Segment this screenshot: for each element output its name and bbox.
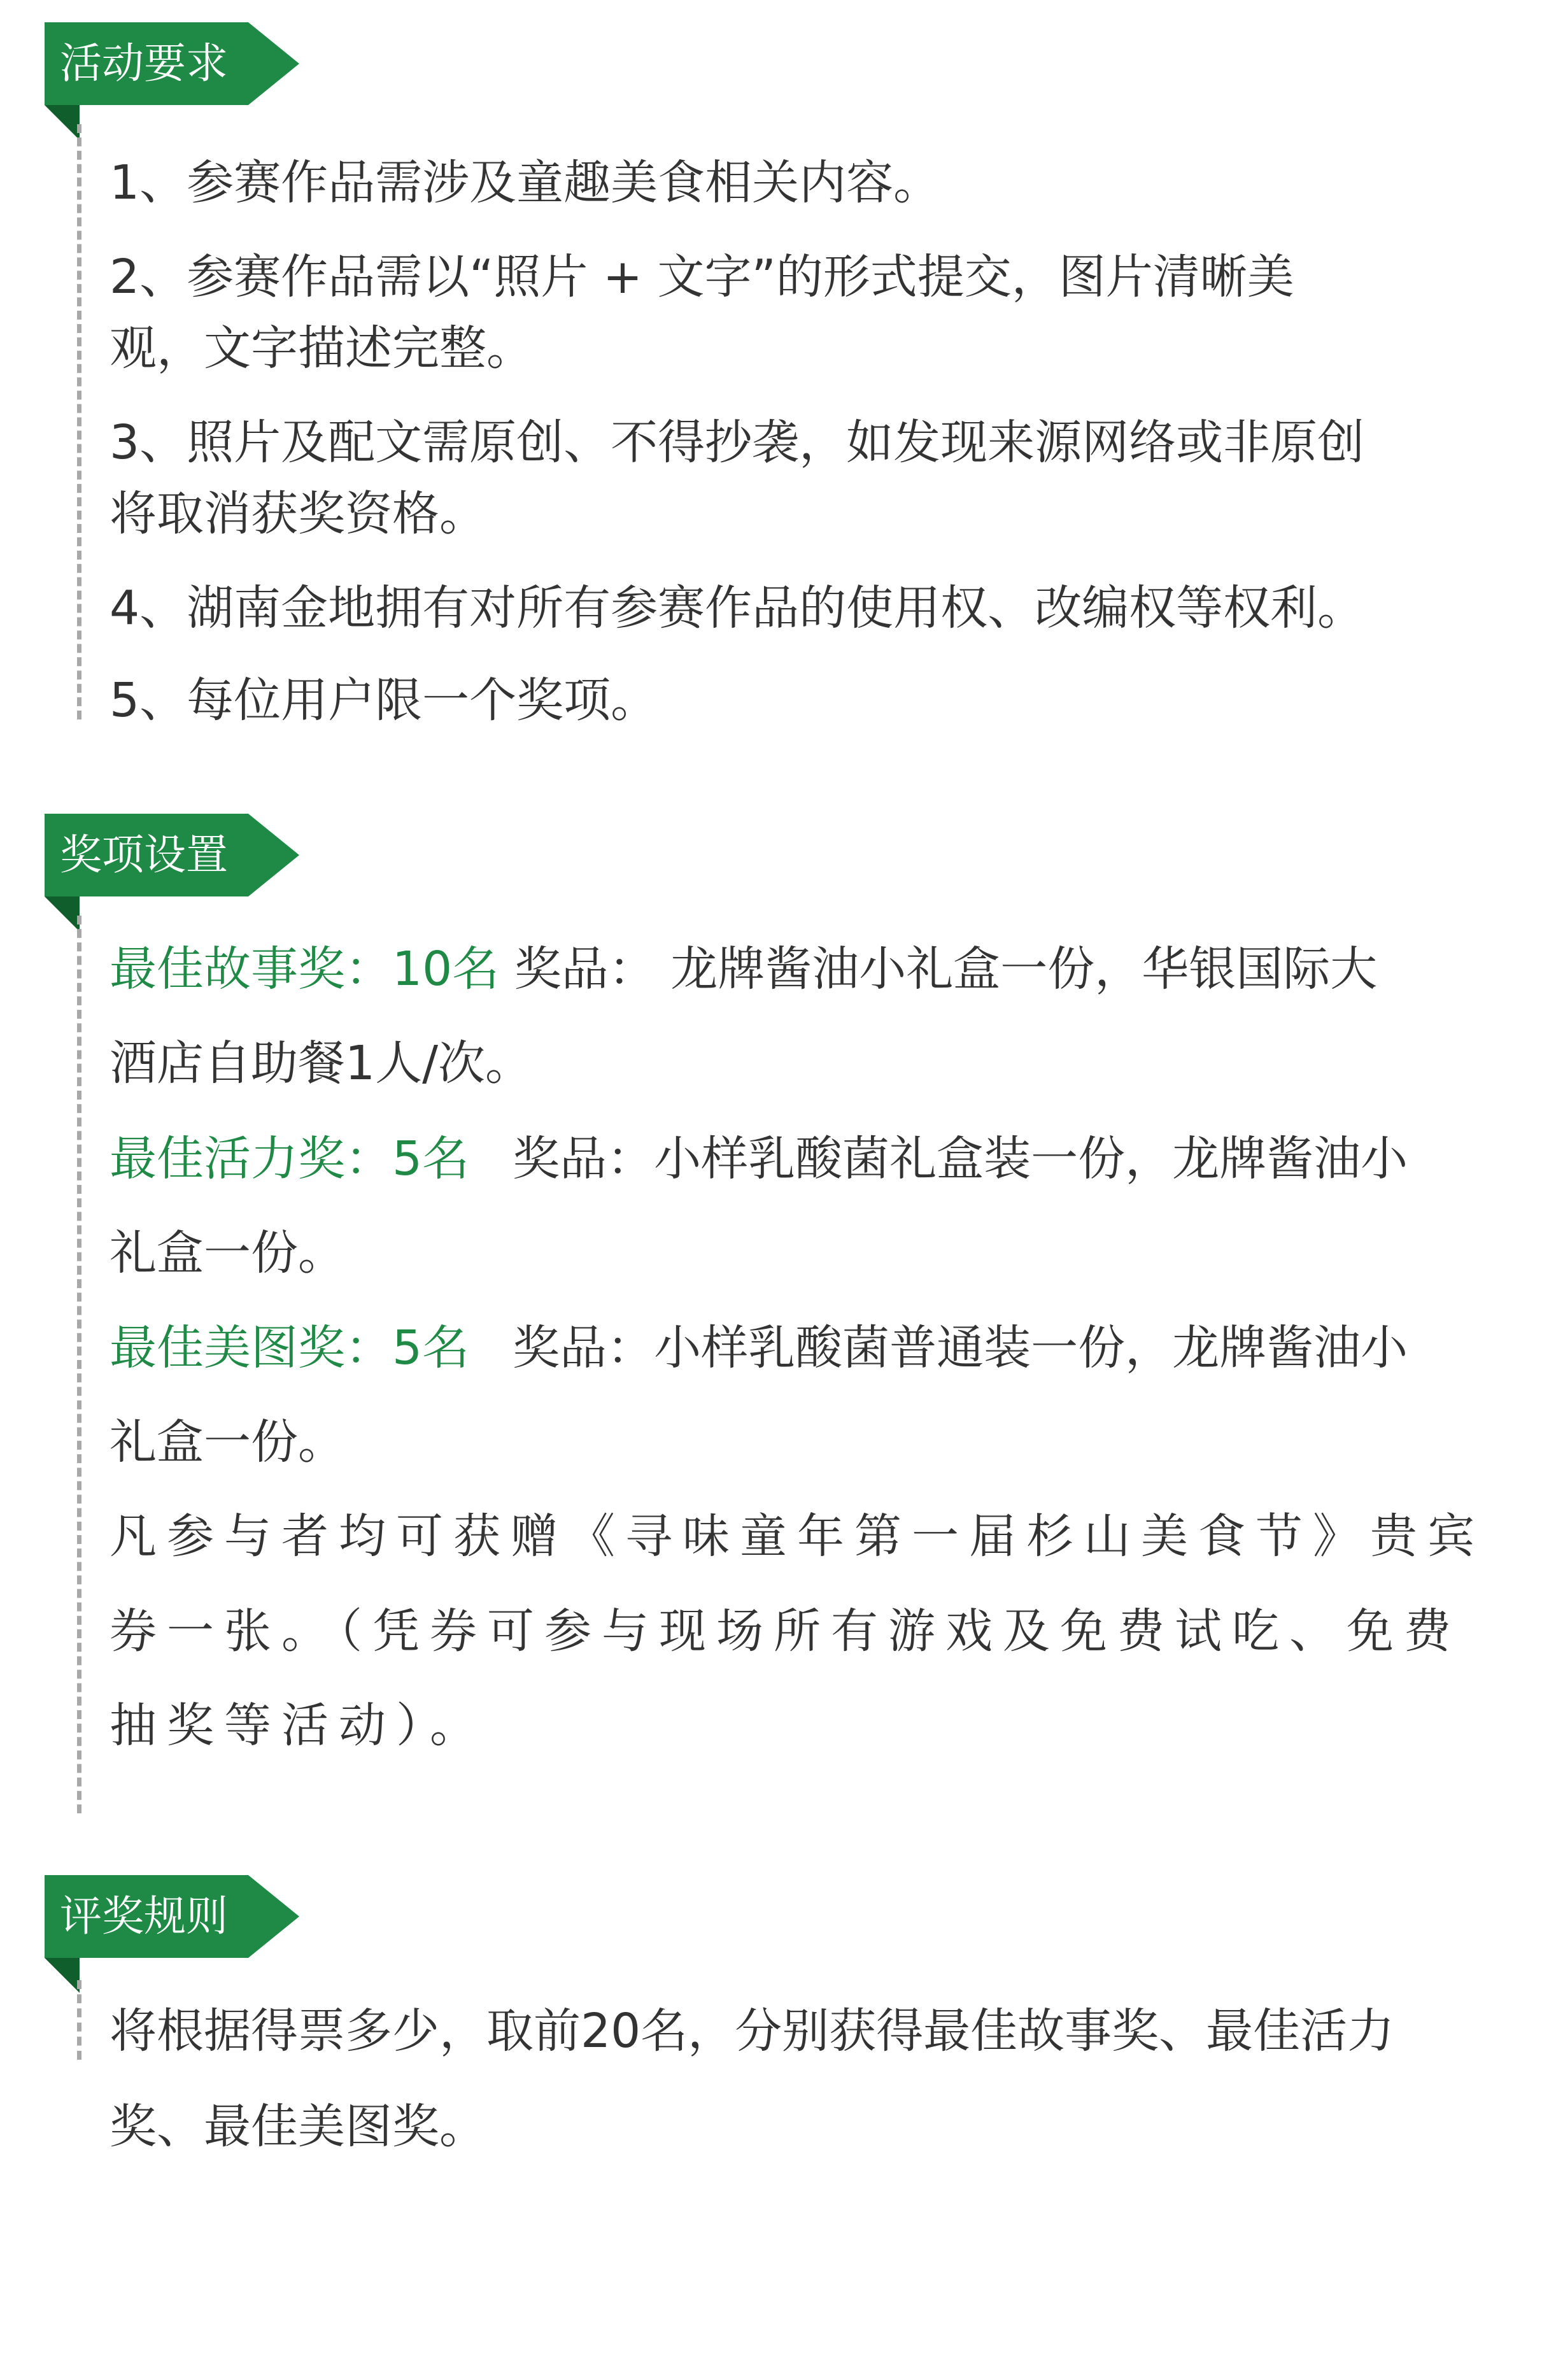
award-image-line	[110, 1316, 1408, 1380]
rules-dashed-rule	[77, 1980, 81, 2060]
requirement-item-1: 1、参赛作品需涉及童趣美食相关内容。	[110, 155, 941, 210]
award-image-prize-cont: 礼盒一份。	[110, 1415, 345, 1470]
award-story-name: 最佳故事奖：10名	[110, 942, 500, 996]
award-vitality-line	[110, 1127, 1408, 1191]
requirement-item-2: 2、参赛作品需以“照片 + 文字”的形式提交，图片清晰美	[110, 250, 1294, 304]
requirement-item-2-cont: 观，文字描述完整。	[110, 321, 534, 376]
rules-tag	[45, 1875, 299, 1958]
award-story-line	[110, 937, 1377, 1001]
rules-line-1: 将根据得票多少，取前20名，分别获得最佳故事奖、最佳活力	[110, 2004, 1395, 2058]
award-image-name: 最佳美图奖：5名	[110, 1321, 470, 1375]
requirement-item-4: 4、湖南金地拥有对所有参赛作品的使用权、改编权等权利。	[110, 581, 1365, 635]
rules-line-2: 奖、最佳美图奖。	[110, 2099, 486, 2154]
everyone-gift-line-3: 抽奖等活动）。	[110, 1698, 487, 1753]
award-vitality-prize-cont: 礼盒一份。	[110, 1226, 345, 1280]
requirement-item-3-cont: 将取消获奖资格。	[110, 486, 486, 541]
awards-dashed-rule	[77, 916, 81, 1813]
award-story-prize: 奖品： 龙牌酱油小礼盒一份，华银国际大	[499, 942, 1378, 996]
award-vitality-name: 最佳活力奖：5名	[110, 1131, 470, 1186]
requirement-item-3: 3、照片及配文需原创、不得抄袭，如发现来源网络或非原创	[110, 415, 1365, 470]
awards-tag	[45, 814, 299, 896]
everyone-gift-line-1: 凡参与者均可获赠《寻味童年第一届杉山美食节》贵宾	[110, 1509, 1485, 1564]
everyone-gift-line-2: 券一张。（凭券可参与现场所有游戏及免费试吃、免费	[110, 1604, 1461, 1659]
award-vitality-prize: 奖品：小样乳酸菌礼盒装一份，龙牌酱油小	[513, 1131, 1408, 1186]
award-image-prize: 奖品：小样乳酸菌普通装一份，龙牌酱油小	[513, 1321, 1408, 1375]
requirements-title: 活动要求	[60, 39, 228, 88]
requirement-item-5: 5、每位用户限一个奖项。	[110, 673, 658, 728]
awards-title: 奖项设置	[60, 830, 228, 879]
requirements-dashed-rule	[77, 124, 81, 719]
rules-title: 评奖规则	[60, 1892, 228, 1941]
award-story-prize-cont: 酒店自助餐1人/次。	[110, 1036, 533, 1091]
requirements-tag	[45, 22, 299, 105]
